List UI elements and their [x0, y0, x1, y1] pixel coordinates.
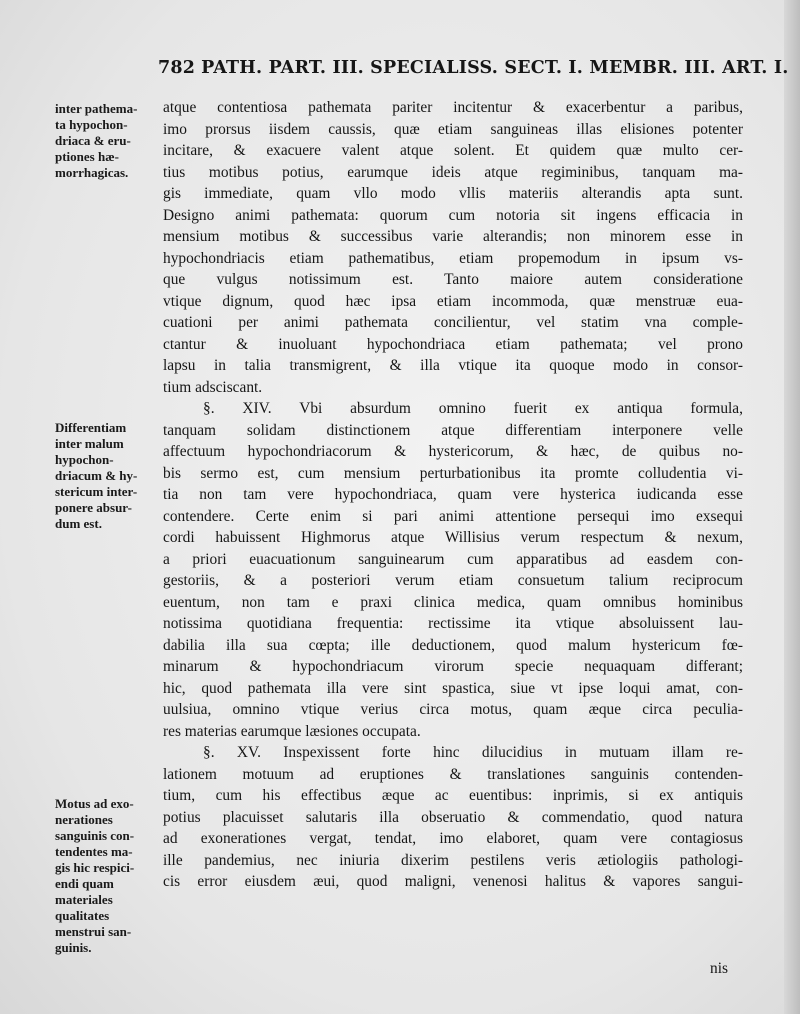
text-line: contendere. Certe enim si pari animi attentione persequi imo exsequi [163, 507, 743, 525]
margin-note-line: endi quam [55, 876, 114, 891]
margin-note-line: ponere absur- [55, 500, 132, 515]
text-line: gis immediate, quam vllo modo vllis materiis alterandis apta sunt. [163, 185, 743, 202]
text-line: a priori euacuationum sanguinearum cum apparatibus ad easdem con- [163, 550, 743, 568]
margin-note-line: materiales [55, 892, 113, 907]
text-line: affectuum hypochondriacorum & hystericorum, & hæc, de quibus no- [163, 443, 743, 460]
margin-note-line: guinis. [55, 940, 92, 955]
margin-note-line: qualitates [55, 908, 110, 923]
margin-note-3 [55, 796, 167, 956]
page-edge-shadow [784, 0, 800, 1014]
margin-note-line: Differentiam [55, 420, 127, 435]
margin-note-line: hypochon- [55, 452, 114, 467]
margin-note-line: Motus ad exo- [55, 796, 134, 811]
catchword: nis [710, 960, 728, 977]
section-heading-line: §. XIV. Vbi absurdum omnino fuerit ex antiqua formula, [203, 400, 743, 417]
text-line: gestoriis, & a posteriori verum etiam consuetum talium reciprocum [163, 572, 743, 589]
margin-note-line: ta hypochon- [55, 117, 128, 132]
margin-note-line: dum est. [55, 516, 102, 531]
text-line: atque contentiosa pathemata pariter incitentur & exacerbentur a paribus, [163, 99, 743, 116]
margin-note-line: driacum & hy- [55, 468, 138, 483]
text-line: hypochondriacis etiam pathematibus, etiam propemodum in ipsum vs- [163, 249, 743, 267]
margin-note-line: driaca & eru- [55, 133, 131, 148]
text-line: incitare, & exacuere valent atque solent. Et quidem quæ multo cer- [163, 142, 743, 159]
text-line: cis error eiusdem æui, quod maligni, venenosi halitus & vapores sangui- [163, 873, 743, 890]
margin-note-line: sanguinis con- [55, 828, 135, 843]
text-line: tius motibus potius, earumque ideis atque regiminibus, tanquam ma- [163, 163, 743, 181]
text-line: lationem motuum ad eruptiones & translationes sanguinis contenden- [163, 765, 743, 783]
text-line: que vulgus notissimum est. Tanto maiore autem consideratione [163, 271, 743, 288]
text-line: ille pandemius, nec iniuria dixerim pestilens veris ætiologiis pathologi- [163, 851, 743, 869]
margin-note-line: menstrui san- [55, 924, 132, 939]
text-line: notissima quotidiana frequentia: rectissime ita vtique absoluissent lau- [163, 615, 743, 632]
text-line: Designo animi pathemata: quorum cum notoria sit ingens efficacia in [163, 206, 743, 224]
text-line: lapsu in talia transmigrent, & illa vtique ita quoque modo in consor- [163, 357, 743, 374]
running-title: PATH. PART. III. SPECIALISS. SECT. I. MEMBR. III. ART. I. [201, 58, 789, 78]
text-line: uulsiua, omnino vtique verius circa motus, quam æque circa peculia- [163, 701, 743, 718]
text-line: euentum, non tam e praxi clinica medica, quam omnibus hominibus [163, 593, 743, 611]
text-line: tanquam solidam distinctionem atque differentiam interponere velle [163, 421, 743, 439]
margin-note-line: morrhagicas. [55, 165, 129, 180]
margin-note-1 [55, 101, 167, 181]
text-line: tium adsciscant. [163, 378, 263, 396]
text-line: ctantur & inuoluant hypochondriaca etiam pathemata; vel prono [163, 335, 743, 353]
body-text [163, 97, 743, 893]
text-line: imo prorsus iisdem caussis, quæ etiam sanguineas illas elisiones potenter [163, 120, 743, 138]
text-line: minarum & hypochondriacum virorum specie nequaquam differant; [163, 658, 743, 675]
section-heading-line: §. XV. Inspexissent forte hinc dilucidius in mutuam illam re- [203, 744, 743, 761]
text-line: bis sermo est, cum mensium perturbationibus ita promte colludentia vi- [163, 464, 743, 482]
margin-note-line: ptiones hæ- [55, 149, 119, 164]
margin-note-line: tendentes ma- [55, 844, 133, 859]
text-line: mensium motibus & successibus varie alterandis; non minorem esse in [163, 228, 743, 245]
margin-note-line: gis hic respici- [55, 860, 135, 875]
margin-note-line: inter malum [55, 436, 124, 451]
running-header [158, 58, 789, 78]
text-line: cordi habuissent Highmorus atque Willisius verum respectum & nexum, [163, 529, 743, 546]
page-number: 782 [158, 58, 196, 78]
text-line: res materias earumque læsiones occupata. [163, 722, 421, 740]
text-line: ad exonerationes vergat, tendat, imo elaboret, quam vere contagiosus [163, 830, 743, 847]
text-line: tium, cum his effectibus æque ac euentibus: inprimis, si ex antiquis [163, 787, 743, 804]
margin-note-2 [55, 420, 167, 532]
text-line: cuationi per animi pathemata concilientur, vel statim vna comple- [163, 314, 743, 331]
margin-note-line: stericum inter- [55, 484, 138, 499]
margin-note-line: inter pathema- [55, 101, 138, 116]
text-line: tia non tam vere hypochondriaca, quam vere hysterica iudicanda esse [163, 486, 743, 503]
text-line: vtique dignum, quod hæc ipsa etiam incommoda, quæ menstruæ eua- [163, 292, 743, 310]
text-line: dabilia illa sua cœpta; ille deductionem, quod malum hystericum fœ- [163, 636, 743, 654]
margin-note-line: nerationes [55, 812, 113, 827]
text-line: hic, quod pathemata illa vere sint spastica, siue vt ipse loqui amat, con- [163, 679, 743, 697]
text-line: potius placuisset salutaris illa obseruatio & commendatio, quod natura [163, 808, 743, 826]
